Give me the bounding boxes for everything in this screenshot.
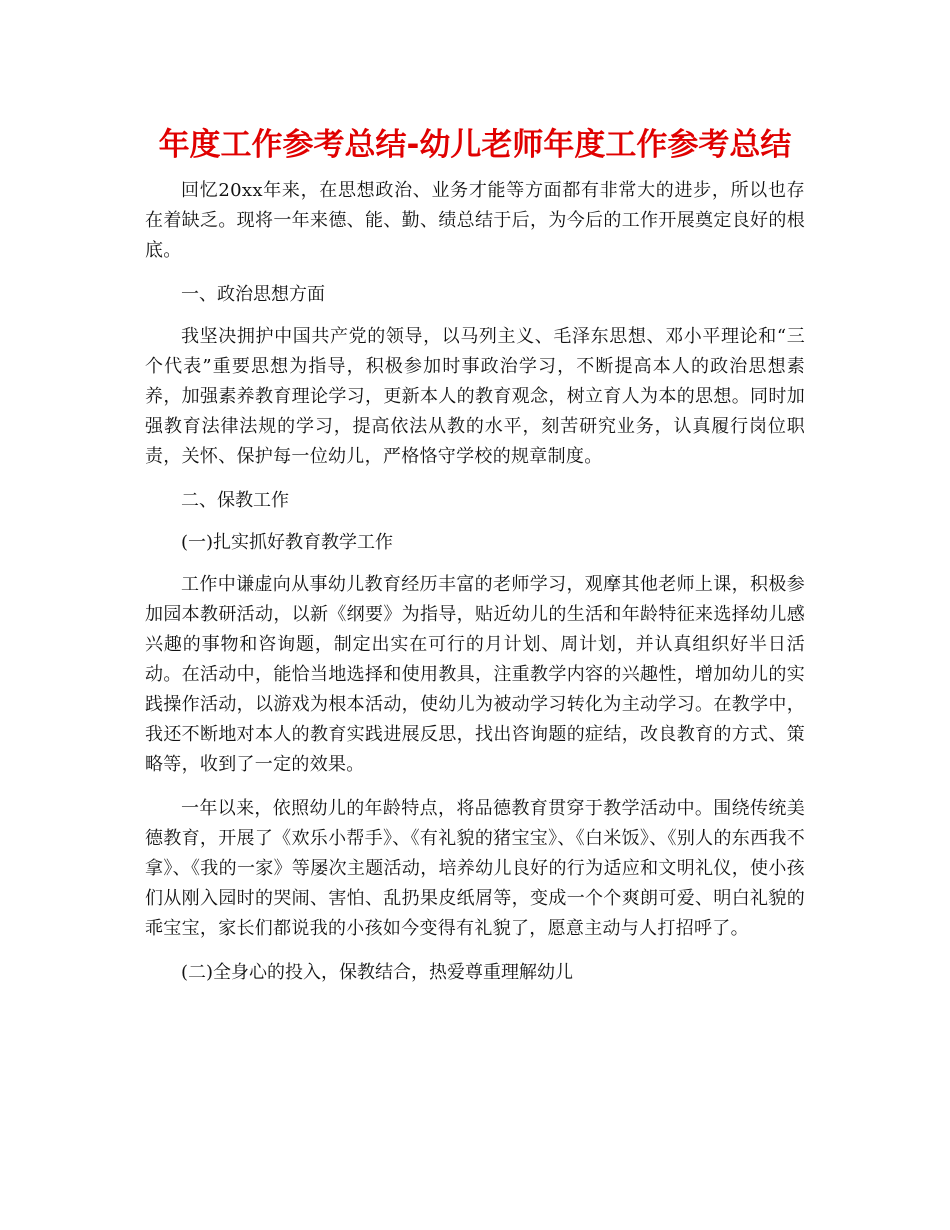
intro-paragraph: 回忆20xx年来，在思想政治、业务才能等方面都有非常大的进步，所以也存在着缺乏。现将一年来德、能、勤、绩总结于后，为今后的工作开展奠定良好的根底。 (145, 180, 805, 261)
subsection-heading-devotion: (二)全身心的投入，保教结合，热爱尊重理解幼儿 (181, 962, 574, 983)
document-page (145, 122, 805, 1000)
subsection-heading-teaching: (一)扎实抓好教育教学工作 (181, 532, 394, 553)
moral-education-paragraph: 一年以来，依照幼儿的年龄特点，将品德教育贯穿于教学活动中。围绕传统美德教育，开展了《欢乐小帮手》、《有礼貌的猪宝宝》、《白米饭》、《别人的东西我不拿》、《我的一家》等屡次主题活动，培养幼儿良好的行为适应和文明礼仪，使小孩们从刚入园时的哭闹、害怕、乱扔果皮纸屑等，变成一个个爽朗可爱、明白礼貌的乖宝宝，家长们都说我的小孩如今变得有礼貌了，愿意主动与人打招呼了。 (145, 798, 805, 939)
political-paragraph: 我坚决拥护中国共产党的领导，以马列主义、毛泽东思想、邓小平理论和“三个代表”重要思想为指导，积极参加时事政治学习，不断提高本人的政治思想素养，加强素养教育理论学习，更新本人的教育观念，树立育人为本的思想。同时加强教育法律法规的学习，提高依法从教的水平，刻苦研究业务，认真履行岗位职责，关怀、保护每一位幼儿，严格恪守学校的规章制度。 (145, 326, 805, 467)
section-heading-political: 一、政治思想方面 (181, 284, 325, 305)
teaching-paragraph: 工作中谦虚向从事幼儿教育经历丰富的老师学习，观摩其他老师上课，积极参加园本教研活动，以新《纲要》为指导，贴近幼儿的生活和年龄特征来选择幼儿感兴趣的事物和咨询题，制定出实在可行的月计划、周计划，并认真组织好半日活动。在活动中，能恰当地选择和使用教具，注重教学内容的兴趣性，增加幼儿的实践操作活动，以游戏为根本活动，使幼儿为被动学习转化为主动学习。在教学中，我还不断地对本人的教育实践进展反思，找出咨询题的症结，改良教育的方式、策略等，收到了一定的效果。 (145, 574, 805, 775)
section-heading-care-education: 二、保教工作 (181, 490, 289, 511)
document-title: 年度工作参考总结-幼儿老师年度工作参考总结 (158, 127, 792, 163)
